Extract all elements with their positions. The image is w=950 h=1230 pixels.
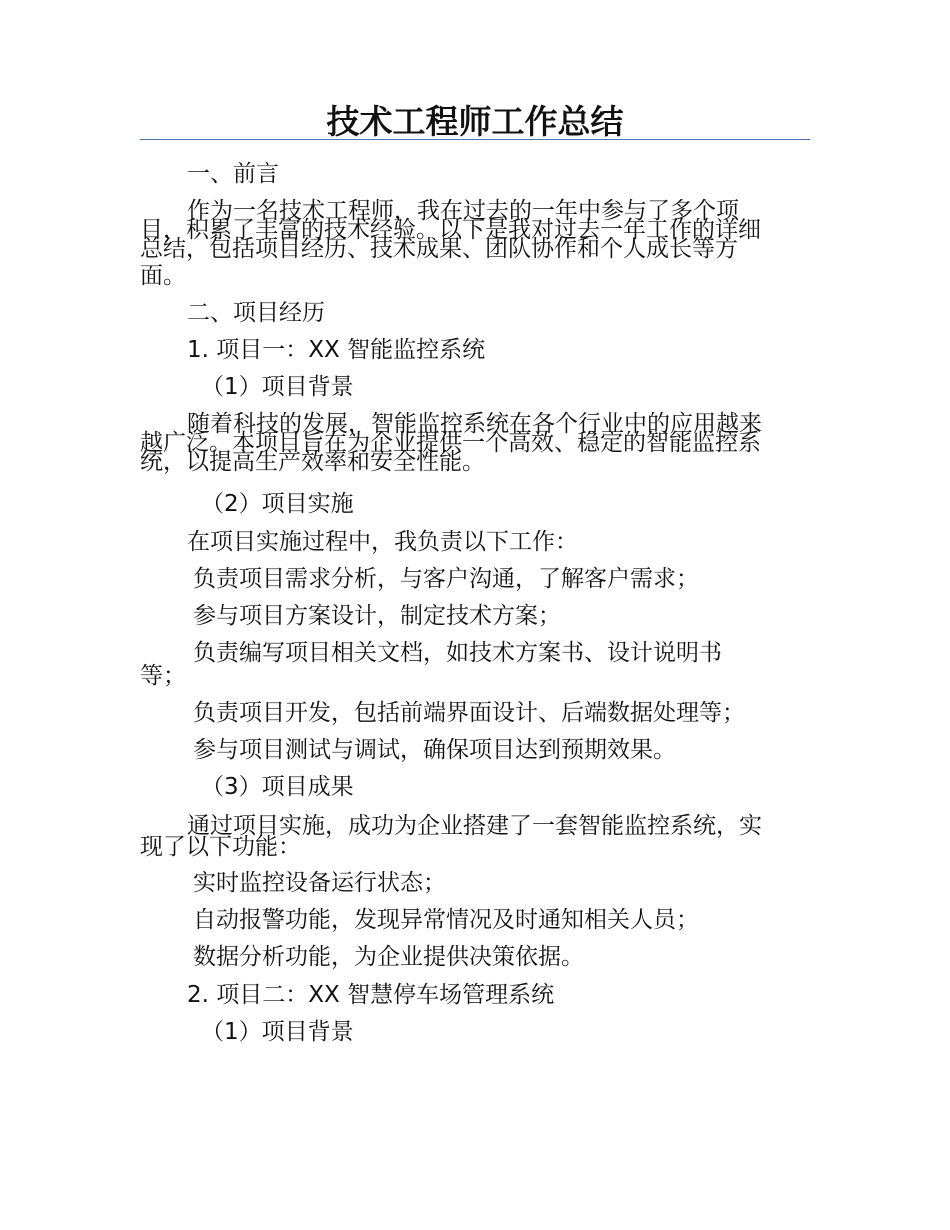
text-line: 自动报警功能，发现异常情况及时通知相关人员； xyxy=(193,907,699,933)
list-item xyxy=(140,568,810,591)
list-item xyxy=(140,605,810,628)
text-line: （3）项目成果 xyxy=(201,774,354,800)
list-item xyxy=(140,642,810,688)
subsection-heading xyxy=(140,1021,810,1044)
section-heading-projects xyxy=(140,302,810,325)
paragraph-background xyxy=(140,413,810,474)
list-item xyxy=(140,872,810,895)
text-line: 目，积累了丰富的技术经验。以下是我对过去一年工作的详细 xyxy=(140,217,761,243)
text-line: （1）项目背景 xyxy=(201,1019,354,1045)
list-item xyxy=(140,702,810,725)
text-line: 1. 项目一：XX 智能监控系统 xyxy=(187,337,486,363)
text-line: 在项目实施过程中，我负责以下工作： xyxy=(187,529,578,555)
text-line: 负责项目需求分析，与客户沟通，了解客户需求； xyxy=(193,566,699,592)
text-line: 参与项目测试与调试，确保项目达到预期效果。 xyxy=(193,737,676,763)
paragraph-preface xyxy=(140,200,810,288)
text-line: 实时监控设备运行状态； xyxy=(193,870,446,896)
text-line: （1）项目背景 xyxy=(201,374,354,400)
list-item xyxy=(140,909,810,932)
text-line: 一、前言 xyxy=(187,161,279,187)
subsection-heading xyxy=(140,376,810,399)
text-line: 总结，包括项目经历、技术成果、团队协作和个人成长等方 xyxy=(140,236,738,262)
text-line: 数据分析功能，为企业提供决策依据。 xyxy=(193,944,584,970)
text-line: 负责项目开发，包括前端界面设计、后端数据处理等； xyxy=(193,700,745,726)
text-line: 负责编写项目相关文档，如技术方案书、设计说明书 xyxy=(193,640,722,666)
list-item xyxy=(140,739,810,762)
document-title: 技术工程师工作总结 xyxy=(326,102,624,141)
text-line: 二、项目经历 xyxy=(187,300,325,326)
text-line: 作为一名技术工程师，我在过去的一年中参与了多个项 xyxy=(187,198,739,224)
text-line: 统，以提高生产效率和安全性能。 xyxy=(140,449,485,475)
text-line: 随着科技的发展，智能监控系统在各个行业中的应用越来 xyxy=(187,411,762,437)
text-line: 参与项目方案设计，制定技术方案； xyxy=(193,603,561,629)
text-line: 等； xyxy=(140,663,186,689)
paragraph-implementation-intro xyxy=(140,531,810,554)
section-heading-preface xyxy=(140,163,810,186)
text-line: 越广泛。本项目旨在为企业提供一个高效、稳定的智能监控系 xyxy=(140,430,761,456)
text-line: 现了以下功能： xyxy=(140,834,301,860)
title-underline xyxy=(140,139,810,140)
subsection-heading xyxy=(140,776,810,799)
project-heading-2 xyxy=(140,984,810,1007)
subsection-heading xyxy=(140,493,810,516)
list-item xyxy=(140,946,810,969)
text-line: （2）项目实施 xyxy=(201,491,354,517)
text-line: 面。 xyxy=(140,263,186,289)
text-line: 通过项目实施，成功为企业搭建了一套智能监控系统，实 xyxy=(187,813,762,839)
project-heading-1 xyxy=(140,339,810,362)
paragraph-results xyxy=(140,815,810,859)
text-line: 2. 项目二：XX 智慧停车场管理系统 xyxy=(187,982,555,1008)
